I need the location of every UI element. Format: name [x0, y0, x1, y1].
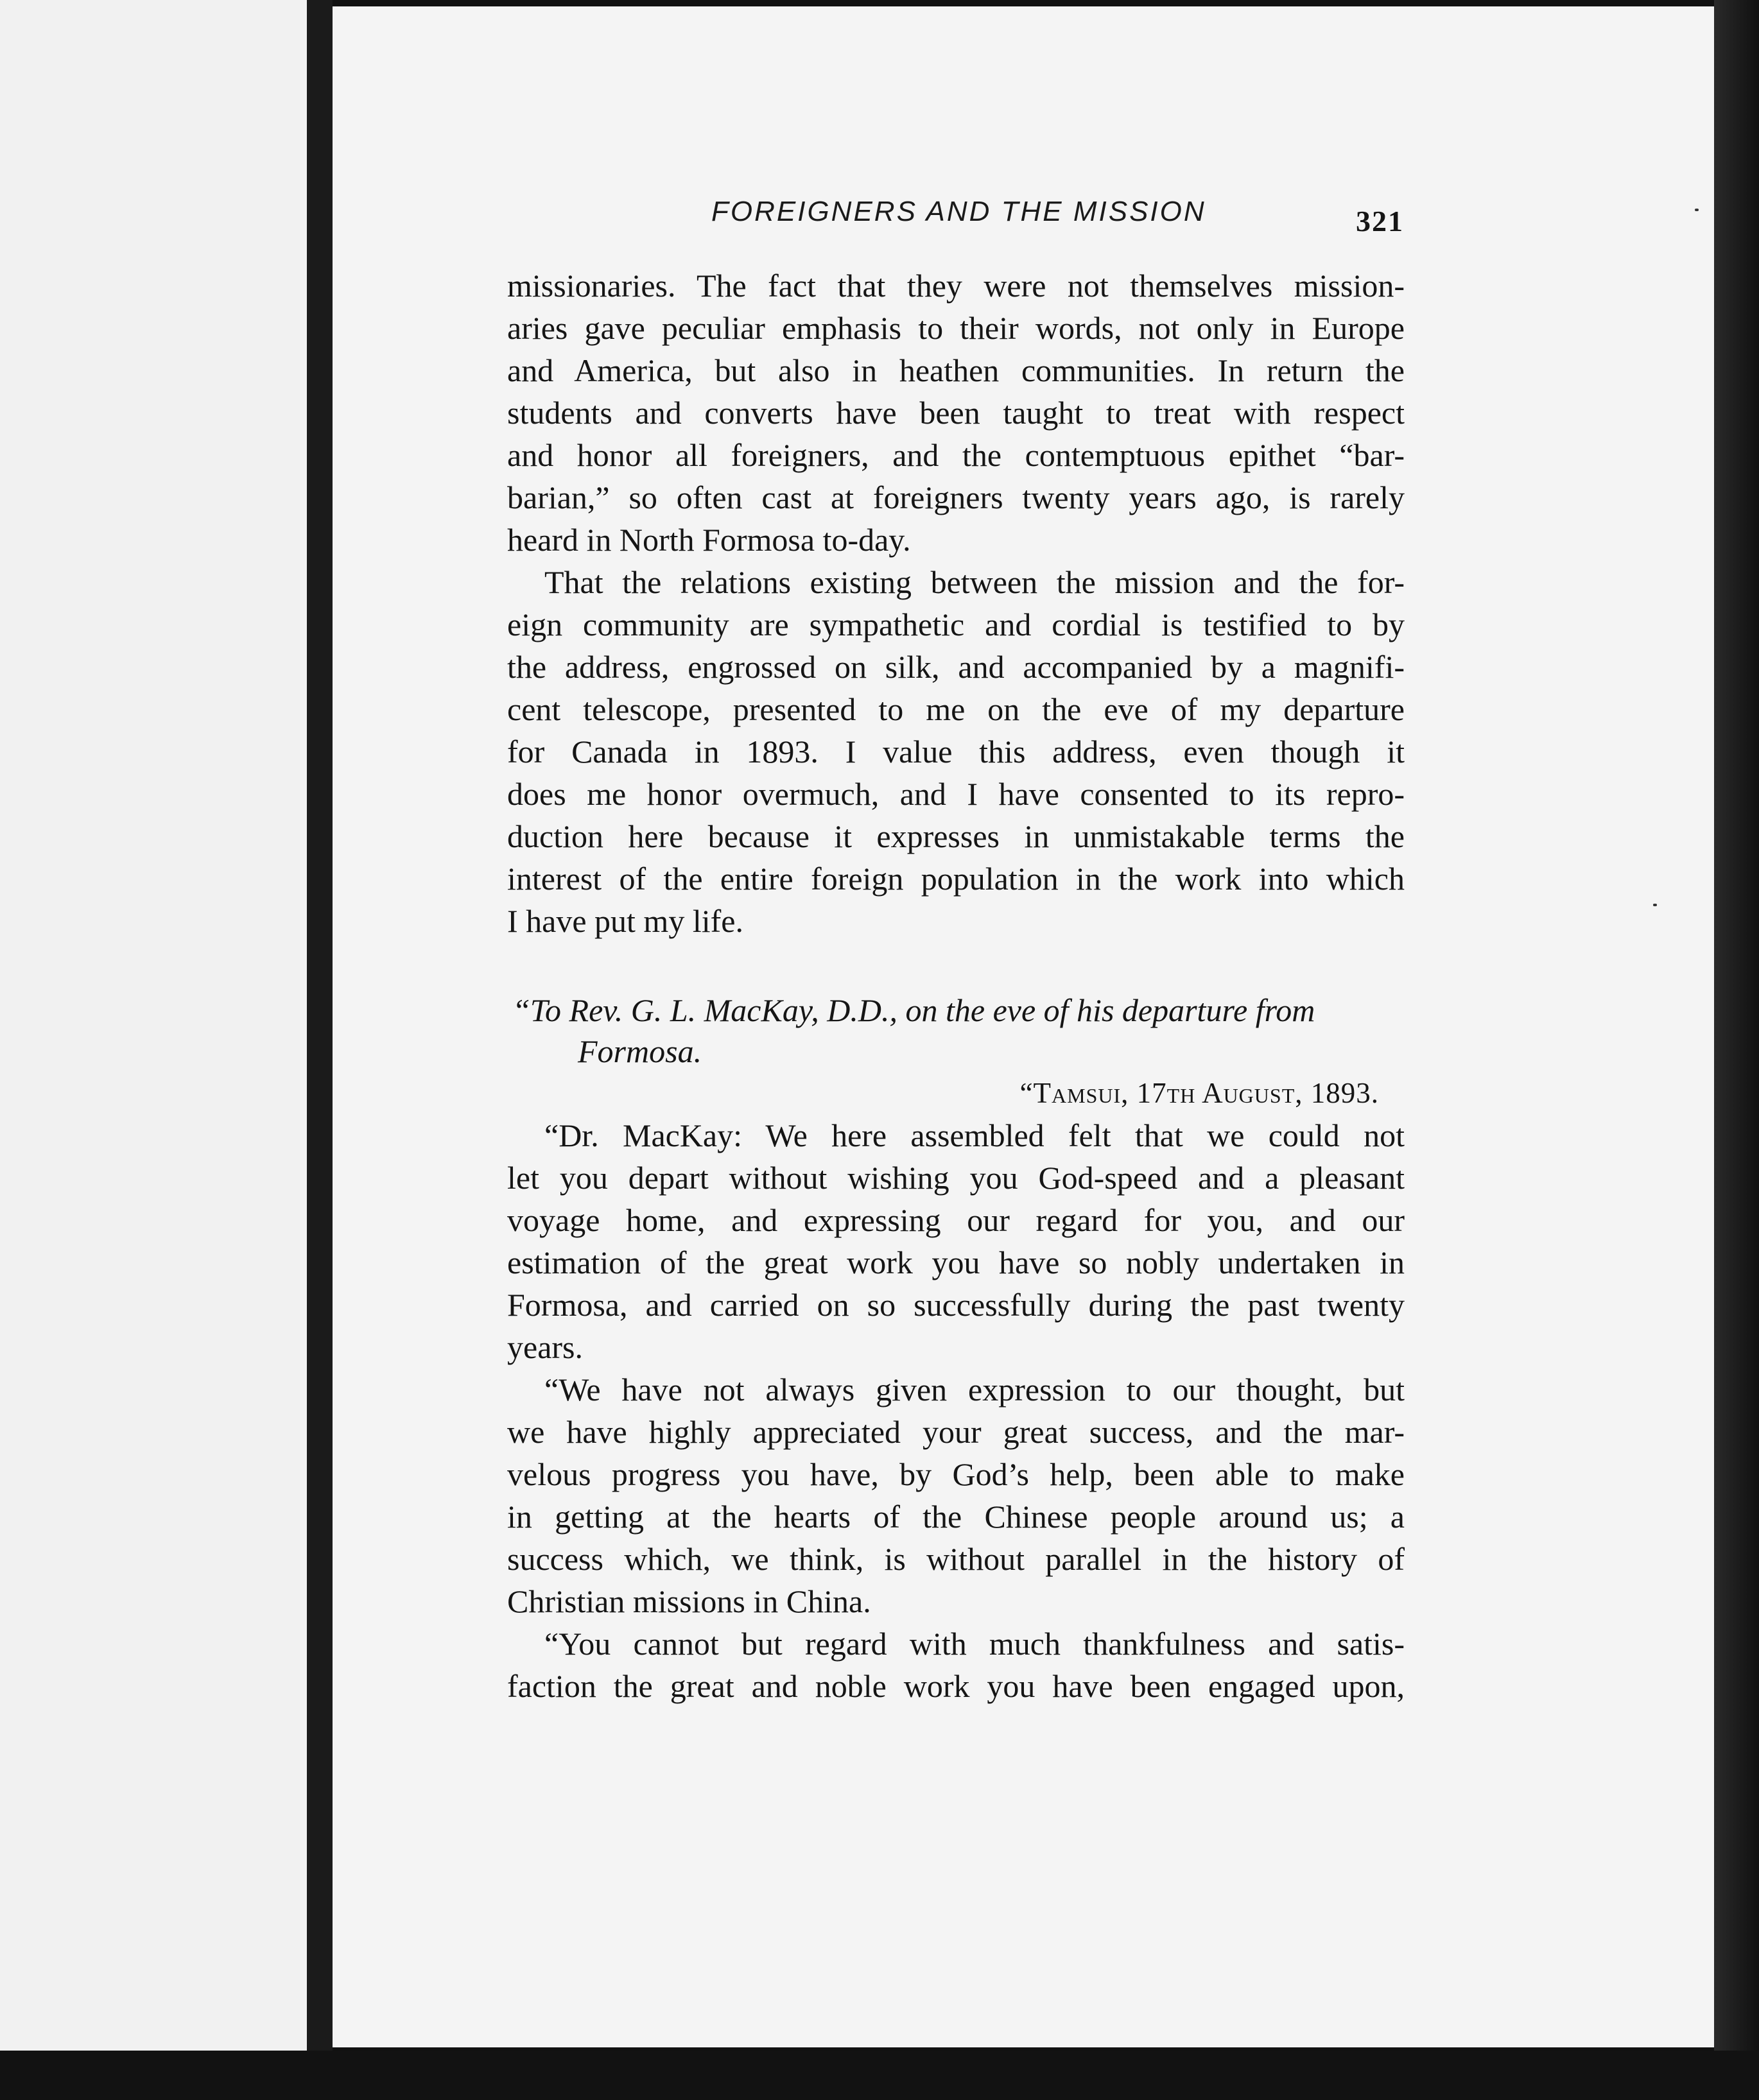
text-line: cent telescope, presented to me on the eve of my departure — [507, 691, 1405, 727]
text-line: aries gave peculiar emphasis to their words, not only in Europe — [507, 310, 1405, 346]
paragraph-1 — [507, 264, 1405, 561]
text-line: we have highly appreciated your great success, and the mar- — [507, 1414, 1405, 1450]
text-line: Christian missions in China. — [507, 1583, 871, 1619]
text-line: and honor all foreigners, and the contemptuous epithet “bar- — [507, 437, 1405, 473]
text-line: voyage home, and expressing our regard for you, and our — [507, 1202, 1405, 1238]
text-line: duction here because it expresses in unmistakable terms the — [507, 818, 1405, 854]
text-line: and America, but also in heathen communities. In return the — [507, 352, 1405, 388]
text-line: students and converts have been taught to treat with respect — [507, 395, 1405, 431]
paragraph-3 — [507, 1114, 1405, 1368]
text-line: “Dr. MacKay: We here assembled felt that we could not — [544, 1117, 1405, 1153]
text-line: for Canada in 1893. I value this address, even though it — [507, 734, 1405, 770]
scan-speck — [1695, 209, 1699, 211]
text-line: years. — [507, 1329, 583, 1365]
text-line: in getting at the hearts of the Chinese people around us; a — [507, 1499, 1405, 1535]
scan-bottom-border — [0, 2051, 1759, 2100]
address-heading — [507, 990, 1405, 1072]
page-body — [507, 264, 1405, 1707]
address-heading-line: Formosa. — [578, 1033, 702, 1069]
paragraph-5 — [507, 1622, 1405, 1707]
text-line: That the relations existing between the mission and the for- — [544, 564, 1405, 600]
book-gutter — [307, 0, 333, 2100]
dateline: “Tamsui, 17th August, 1893. — [1019, 1077, 1379, 1109]
text-line: the address, engrossed on silk, and accompanied by a magnifi- — [507, 649, 1405, 685]
text-line: faction the great and noble work you have been engaged upon, — [507, 1668, 1405, 1704]
text-line: I have put my life. — [507, 903, 743, 939]
text-line: estimation of the great work you have so nobly undertaken in — [507, 1244, 1405, 1280]
text-line: let you depart without wishing you God-speed and a pleasant — [507, 1160, 1405, 1196]
text-line: does me honor overmuch, and I have consented to its repro- — [507, 776, 1405, 812]
text-line: “We have not always given expression to our thought, but — [544, 1372, 1405, 1407]
text-line: velous progress you have, by God’s help, been able to make — [507, 1456, 1405, 1492]
text-line: interest of the entire foreign population in the work into which — [507, 861, 1405, 897]
text-line: success which, we think, is without parallel in the history of — [507, 1541, 1405, 1577]
scan-speck — [1653, 904, 1657, 906]
paragraph-4 — [507, 1368, 1405, 1622]
text-line: heard in North Formosa to-day. — [507, 522, 911, 558]
text-line: Formosa, and carried on so successfully during the past twenty — [507, 1287, 1405, 1323]
text-line: “You cannot but regard with much thankfulness and satis- — [544, 1626, 1405, 1662]
paragraph-2 — [507, 561, 1405, 942]
page-number: 321 — [1356, 205, 1404, 237]
running-head: FOREIGNERS AND THE MISSION — [711, 196, 1206, 227]
address-heading-line: “To Rev. G. L. MacKay, D.D., on the eve of his departure from — [512, 992, 1315, 1028]
page-edge-shadow — [1714, 0, 1759, 2100]
text-line: barian,” so often cast at foreigners twenty years ago, is rarely — [507, 479, 1405, 515]
text-line: missionaries. The fact that they were not themselves mission- — [507, 268, 1405, 304]
left-page — [0, 0, 307, 2051]
text-line: eign community are sympathetic and cordial is testified to by — [507, 607, 1405, 642]
